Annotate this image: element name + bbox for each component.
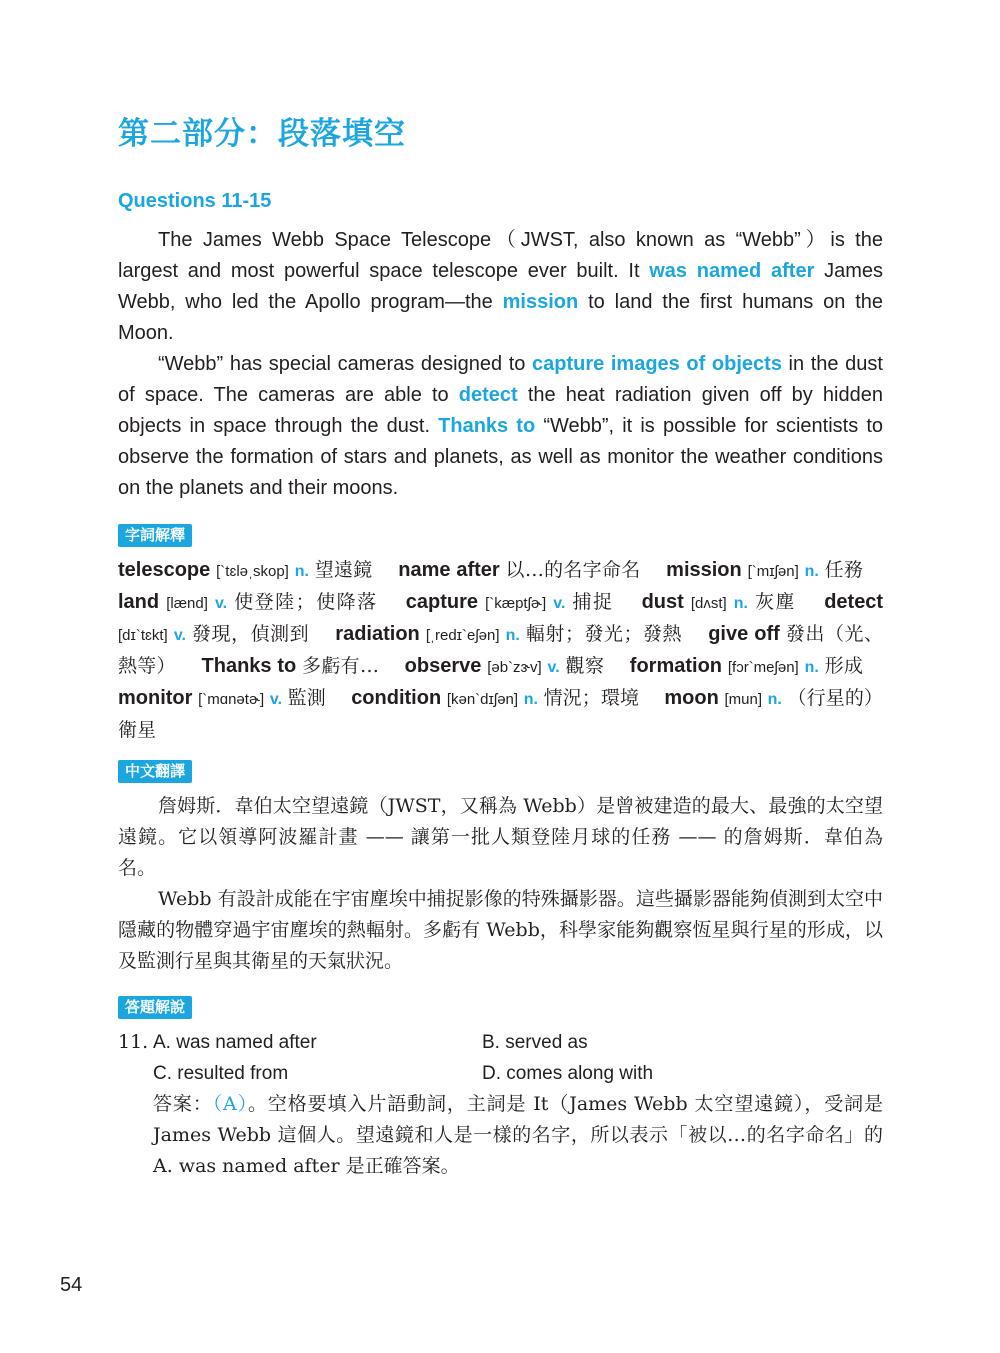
- vocab-phonetic: [mun]: [724, 691, 762, 708]
- vocab-word: give off: [708, 623, 780, 645]
- vocab-definition: （行星的）衛星: [118, 687, 883, 741]
- passage-text: The James Webb Space Telescope（JWST, also known as “Webb”）is the largest and most powerful space telescope ever built. It: [118, 229, 883, 282]
- translation-paragraph-1: 詹姆斯．韋伯太空望遠鏡（JWST，又稱為 Webb）是曾被建造的最大、最強的太空望遠鏡。它以領導阿波羅計畫 —— 讓第一批人類登陸月球的任務 —— 的詹姆斯．韋伯為名。: [118, 795, 883, 879]
- vocab-part-of-speech: v.: [553, 595, 566, 612]
- vocab-word: land: [118, 591, 160, 613]
- vocab-word: capture: [405, 591, 479, 613]
- answer-key: （A）: [212, 1093, 249, 1115]
- vocab-word: moon: [664, 687, 719, 709]
- vocab-phonetic: [`mɑnətɚ]: [198, 691, 265, 708]
- vocab-phonetic: [dʌst]: [690, 595, 727, 612]
- vocab-definition: 使登陸；使降落: [234, 591, 378, 613]
- vocab-entry: [405, 655, 610, 677]
- highlight-phrase: was named after: [649, 260, 815, 282]
- passage-text: in the dust of space. The cameras are able to: [118, 353, 883, 406]
- vocab-word: condition: [351, 687, 442, 709]
- explanation-section-label: 答題解說: [118, 996, 192, 1019]
- vocab-entry: [335, 623, 688, 645]
- page-title: 第二部分：段落填空: [118, 116, 406, 152]
- vocab-word: dust: [641, 591, 684, 613]
- vocab-phonetic: [lænd]: [166, 595, 208, 612]
- vocab-word: detect: [824, 591, 884, 613]
- highlight-phrase: capture images of objects: [532, 353, 782, 375]
- answer-prefix: 答案：: [153, 1093, 213, 1115]
- vocab-word: Thanks to: [201, 655, 297, 677]
- vocab-part-of-speech: n.: [804, 659, 819, 676]
- vocab-phonetic: [`tɛləˌskop]: [216, 563, 289, 580]
- vocab-word: mission: [666, 559, 742, 581]
- passage-paragraph-1: [118, 225, 883, 349]
- vocab-phonetic: [`mɪʃən]: [747, 563, 799, 580]
- vocab-part-of-speech: n.: [733, 595, 748, 612]
- vocab-definition: 以…的名字命名: [505, 559, 641, 581]
- question-11: [118, 1027, 883, 1182]
- translation-section-label: 中文翻譯: [118, 760, 192, 783]
- passage-text: James Webb, who led the Apollo program—the: [118, 260, 884, 313]
- vocab-phonetic: [ˌredɪ`eʃən]: [425, 627, 500, 644]
- vocab-part-of-speech: n.: [767, 691, 782, 708]
- vocab-definition: 多虧有…: [302, 655, 379, 677]
- explanation-text: 。空格要填入片語動詞，主詞是 It（James Webb 太空望遠鏡），受詞是 James Webb 這個人。望遠鏡和人是一樣的名字，所以表示「被以…的名字命名」的 A. was named after 是正確答案。: [153, 1093, 883, 1177]
- vocab-word: observe: [404, 655, 482, 677]
- vocab-definition: 發出（光、熱等）: [118, 623, 883, 677]
- vocab-word: telescope: [118, 559, 211, 581]
- vocab-section-label: 字詞解釋: [118, 524, 192, 547]
- passage-text: “Webb”, it is possible for scientists to observe the formation of stars and planets, as well as monitor the weather conditions on the planets and their moons.: [118, 415, 884, 499]
- vocab-word: formation: [629, 655, 723, 677]
- vocab-definition: 捕捉: [572, 591, 614, 613]
- vocab-phonetic: [dɪ`tɛkt]: [118, 627, 168, 644]
- vocab-part-of-speech: n.: [294, 563, 309, 580]
- vocab-phonetic: [`kæptʃɚ]: [485, 595, 547, 612]
- vocab-entry: [398, 559, 646, 581]
- vocab-entry: [630, 655, 869, 677]
- vocab-word: name after: [398, 559, 500, 581]
- vocab-definition: 觀察: [565, 655, 605, 677]
- option-a: A. was named after: [153, 1032, 317, 1053]
- vocab-entry: [202, 655, 385, 677]
- vocab-entry: [118, 559, 378, 581]
- vocab-part-of-speech: n.: [505, 627, 520, 644]
- vocab-phonetic: [kən`dɪʃən]: [446, 691, 519, 708]
- options-row: [118, 1058, 883, 1089]
- vocab-part-of-speech: v.: [173, 627, 186, 644]
- vocab-entry: [642, 591, 804, 613]
- passage-text: the heat radiation given off by hidden objects in space through the dust.: [118, 384, 883, 437]
- highlight-phrase: mission: [502, 291, 579, 313]
- page-number: 54: [60, 1274, 83, 1296]
- vocab-part-of-speech: v.: [214, 595, 228, 612]
- highlight-phrase: Thanks to: [438, 415, 536, 437]
- vocab-list: [118, 555, 883, 746]
- vocab-part-of-speech: n.: [523, 691, 538, 708]
- vocab-phonetic: [fɔr`meʃən]: [727, 659, 799, 676]
- highlight-phrase: detect: [458, 384, 518, 406]
- option-b: B. served as: [482, 1032, 588, 1053]
- passage: [118, 225, 883, 504]
- vocab-definition: 形成: [824, 655, 864, 677]
- vocab-definition: 監測: [287, 687, 326, 709]
- vocab-entry: [406, 591, 621, 613]
- translation: [118, 791, 883, 977]
- passage-text: to land the first humans on the Moon.: [118, 291, 884, 344]
- vocab-entry: [351, 687, 645, 709]
- option-c: C. resulted from: [153, 1063, 289, 1084]
- vocab-definition: 望遠鏡: [314, 559, 373, 581]
- vocab-definition: 任務: [824, 559, 864, 581]
- passage-paragraph-2: [118, 349, 883, 504]
- vocab-definition: 發現，偵測到: [192, 623, 310, 645]
- vocab-entry: [118, 591, 385, 613]
- vocab-part-of-speech: n.: [804, 563, 819, 580]
- option-d: D. comes along with: [482, 1063, 654, 1084]
- vocab-definition: 情況；環境: [543, 687, 640, 709]
- options-row: [118, 1027, 883, 1058]
- vocab-definition: 灰塵: [755, 591, 797, 613]
- vocab-entry: [118, 687, 332, 709]
- vocab-part-of-speech: v.: [547, 659, 560, 676]
- vocab-word: monitor: [118, 687, 193, 709]
- vocab-entry: [666, 559, 869, 581]
- vocab-word: radiation: [335, 623, 420, 645]
- question-number: 11.: [118, 1031, 149, 1053]
- vocab-definition: 輻射；發光；發熱: [525, 623, 683, 645]
- vocab-phonetic: [əb`zɝv]: [487, 659, 542, 676]
- vocab-part-of-speech: v.: [269, 691, 283, 708]
- answer-explanation: [153, 1089, 883, 1182]
- passage-text: “Webb” has special cameras designed to: [158, 353, 532, 375]
- questions-heading: Questions 11-15: [118, 190, 272, 212]
- translation-paragraph-2: Webb 有設計成能在宇宙塵埃中捕捉影像的特殊攝影器。這些攝影器能夠偵測到太空中隱藏的物體穿過宇宙塵埃的熱輻射。多虧有 Webb，科學家能夠觀察恆星與行星的形成，以及監測行星與其衛星的天氣狀況。: [118, 888, 883, 972]
